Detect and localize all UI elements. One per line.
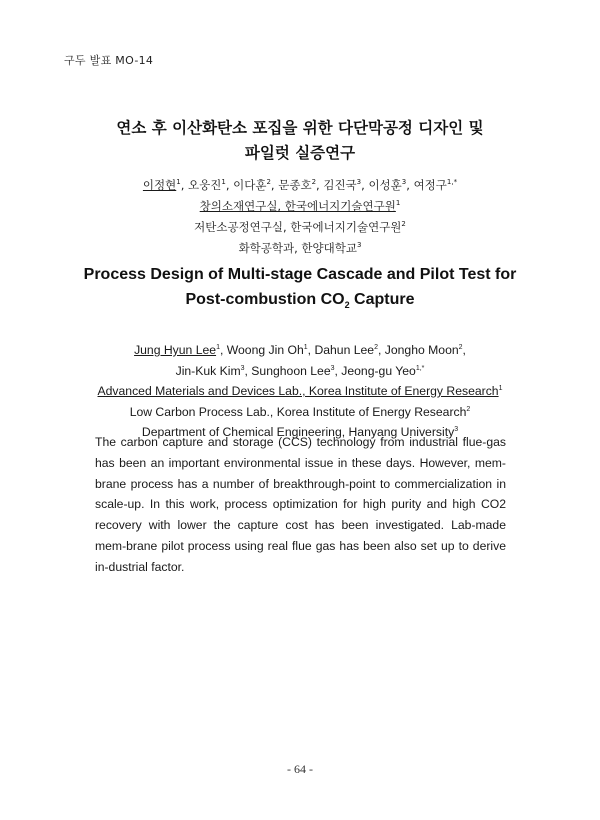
author-affil-mark: 3 <box>330 364 335 372</box>
affiliation-mark: 3 <box>454 425 459 433</box>
english-author-list-line1 <box>40 340 560 361</box>
author-affil-mark: 1 <box>176 178 181 187</box>
author-separator: , <box>225 178 234 192</box>
author-affil-mark: 3 <box>240 364 245 372</box>
abstract-body: The carbon capture and storage (CCS) technology from industrial flue-gas has been an important environmental issue in these days. However, mem-brane process has a number of breakthrough-point to commercialization in scale-up. In this work, process optimization for high purity and high CO2 recovery with lower the capture cost has been investigated. Lab-made mem-brane pilot process using real flue gas has been also set up to derive in-dustrial factor. <box>95 435 506 574</box>
author-name: Jeong-gu Yeo <box>341 363 416 378</box>
affiliation-text: Advanced Materials and Devices Lab., Korea Institute of Energy Research <box>97 384 499 398</box>
author-separator: , <box>270 178 279 192</box>
author-separator: , <box>462 343 466 357</box>
english-author <box>176 364 252 378</box>
session-label: 구두 발표 MO-14 <box>64 54 154 67</box>
author-affil-mark: 1 <box>303 343 308 351</box>
korean-author-first <box>143 178 188 192</box>
author-affil-mark: 3 <box>356 178 362 187</box>
author-name: 여정구 <box>413 178 447 192</box>
english-author-list-line2 <box>40 361 560 382</box>
affiliation-text: 창의소재연구실, 한국에너지기술연구원 <box>199 199 396 213</box>
korean-author-block <box>40 175 560 259</box>
author-name: Jung Hyun Lee <box>134 343 217 357</box>
author-separator: , <box>219 343 227 357</box>
author-name: 이다훈 <box>233 178 267 192</box>
english-author-first <box>134 343 227 357</box>
korean-author <box>188 178 233 192</box>
author-name: 김진국 <box>323 178 357 192</box>
author-separator: , <box>307 343 315 357</box>
english-author <box>341 364 424 378</box>
author-separator: , <box>334 363 342 378</box>
english-author <box>227 343 315 357</box>
affiliation-text: 저탄소공정연구실, 한국에너지기술연구원 <box>194 220 402 234</box>
author-name: 이성훈 <box>368 178 402 192</box>
english-affiliation <box>40 381 560 402</box>
author-affil-mark: 2 <box>311 178 317 187</box>
affiliation-mark: 3 <box>356 241 362 250</box>
author-affil-mark: 1,* <box>446 178 458 187</box>
author-separator: , <box>406 178 414 192</box>
author-affil-mark: 1 <box>221 178 226 187</box>
affiliation-mark: 2 <box>401 220 406 229</box>
korean-title-line2: 파일럿 실증연구 <box>244 144 356 162</box>
english-author <box>314 343 384 357</box>
korean-author <box>414 178 458 192</box>
affiliation-text: 화학공학과, 한양대학교 <box>238 241 357 255</box>
korean-author-list <box>40 175 560 196</box>
affiliation-mark: 2 <box>466 405 471 413</box>
english-title-part: Capture <box>349 291 415 308</box>
korean-affiliation <box>40 238 560 259</box>
korean-author <box>233 178 278 192</box>
author-separator: , <box>316 178 324 192</box>
author-name: Jin-Kuk Kim <box>175 363 241 378</box>
author-affil-mark: 2 <box>458 343 463 351</box>
author-affil-mark: 2 <box>374 343 378 351</box>
affiliation-text: Department of Chemical Engineering, Hanyang University <box>141 425 455 439</box>
author-name: 문종호 <box>278 178 312 192</box>
author-name: Woong Jin Oh <box>226 343 304 357</box>
english-affiliation <box>40 402 560 423</box>
author-name: 이정현 <box>142 178 177 192</box>
english-title-subscript: 2 <box>344 300 350 311</box>
english-author-block <box>40 340 560 443</box>
page-number: - 64 - <box>287 762 313 776</box>
affiliation-mark: 1 <box>395 199 401 208</box>
author-separator: , <box>361 178 369 192</box>
author-separator: , <box>244 363 252 378</box>
english-title-part: Post-combustion CO <box>185 291 345 308</box>
english-author <box>385 343 466 357</box>
author-name: Dahun Lee <box>314 343 375 357</box>
author-affil-mark: 2 <box>266 178 271 187</box>
author-affil-mark: 3 <box>401 178 407 187</box>
author-separator: , <box>180 178 189 192</box>
korean-author <box>278 178 323 192</box>
english-title <box>40 262 560 312</box>
author-affil-mark: 1,* <box>415 364 425 372</box>
korean-author <box>368 178 413 192</box>
korean-title <box>40 116 560 166</box>
korean-title-line1: 연소 후 이산화탄소 포집을 위한 다단막공정 디자인 및 <box>116 119 484 137</box>
korean-affiliation <box>40 196 560 217</box>
author-name: Jongho Moon <box>384 343 459 357</box>
korean-affiliation <box>40 217 560 238</box>
author-affil-mark: 1 <box>216 343 220 351</box>
author-name: 오웅진 <box>188 178 222 192</box>
english-title-line2 <box>40 287 560 312</box>
affiliation-text: Low Carbon Process Lab., Korea Institute of Energy Research <box>129 404 467 419</box>
english-author <box>251 364 341 378</box>
english-title-line1: Process Design of Multi-stage Cascade and Pilot Test for <box>83 266 517 283</box>
korean-author <box>323 178 368 192</box>
author-name: Sunghoon Lee <box>251 363 331 378</box>
affiliation-mark: 1 <box>498 384 503 392</box>
author-separator: , <box>378 343 385 357</box>
